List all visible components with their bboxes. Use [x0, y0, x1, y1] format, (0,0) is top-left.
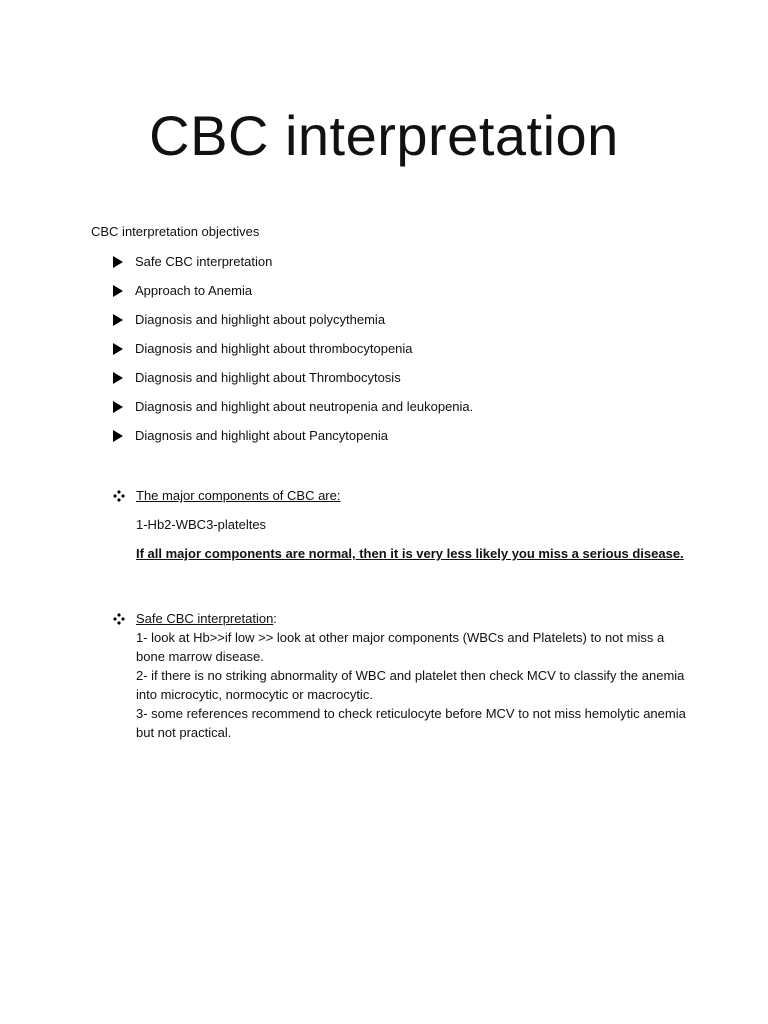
safe-line: 2- if there is no striking abnormality of WBC and platelet then check MCV to classify the anemia	[136, 668, 685, 683]
page-title: CBC interpretation	[149, 104, 619, 167]
four-diamond-icon	[113, 613, 125, 625]
safe-line: 3- some references recommend to check reticulocyte before MCV to not miss hemolytic anemia	[136, 706, 686, 721]
safe-heading-text: Safe CBC interpretation	[136, 611, 274, 626]
objectives-heading: CBC interpretation objectives	[91, 224, 260, 239]
list-item	[113, 427, 473, 445]
triangle-right-icon	[113, 285, 123, 297]
list-item-label: Diagnosis and highlight about thrombocytopenia	[135, 341, 413, 356]
safe-line: but not practical.	[136, 725, 232, 740]
components-note: If all major components are normal, then it is very less likely you miss a serious disease.	[136, 546, 684, 561]
list-item-label: Approach to Anemia	[135, 283, 253, 298]
safe-line: 1- look at Hb>>if low >> look at other major components (WBCs and Platelets) to not miss a	[136, 630, 665, 645]
safe-heading-colon: :	[273, 611, 277, 626]
safe-line: into microcytic, normocytic or macrocytic.	[136, 687, 373, 702]
triangle-right-icon	[113, 401, 123, 413]
triangle-right-icon	[113, 314, 123, 326]
list-item	[113, 282, 473, 300]
safe-line: bone marrow disease.	[136, 649, 264, 664]
objectives-list	[113, 253, 473, 456]
list-item-label: Diagnosis and highlight about Thrombocytosis	[135, 370, 401, 385]
safe-heading	[136, 609, 277, 628]
four-diamond-icon	[113, 490, 125, 502]
list-item	[113, 398, 473, 416]
list-item-label: Safe CBC interpretation	[135, 254, 273, 269]
triangle-right-icon	[113, 430, 123, 442]
list-item	[113, 311, 473, 329]
components-value: 1-Hb2-WBC3-plateltes	[136, 517, 267, 532]
list-item-label: Diagnosis and highlight about Pancytopenia	[135, 428, 388, 443]
triangle-right-icon	[113, 372, 123, 384]
triangle-right-icon	[113, 256, 123, 268]
list-item	[113, 340, 473, 358]
list-item	[113, 253, 473, 271]
list-item-label: Diagnosis and highlight about polycythemia	[135, 312, 386, 327]
triangle-right-icon	[113, 343, 123, 355]
list-item	[113, 369, 473, 387]
safe-body	[136, 628, 696, 742]
components-heading: The major components of CBC are:	[136, 488, 341, 503]
list-item-label: Diagnosis and highlight about neutropenia and leukopenia.	[135, 399, 474, 414]
